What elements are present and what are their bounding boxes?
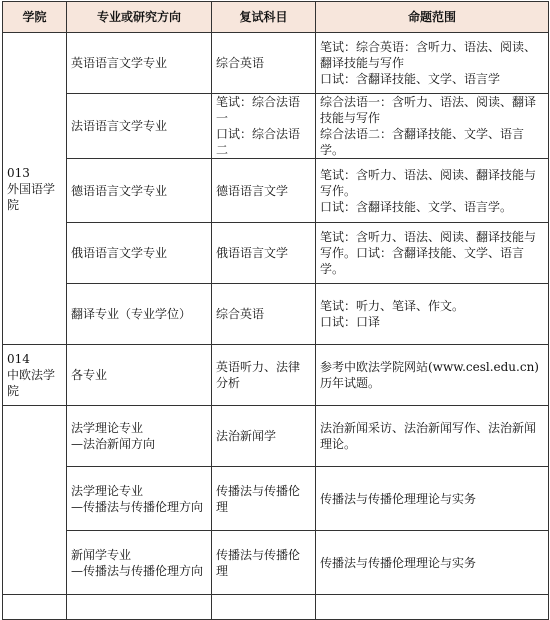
header-row: [3, 2, 549, 33]
subject-cell: 俄语语言文学: [212, 223, 316, 284]
table-row: [3, 284, 549, 345]
subject-cell: 笔试：综合法语一 口试：综合法语二: [212, 94, 316, 159]
header-major: 专业或研究方向: [67, 2, 212, 33]
blank-cell: [316, 595, 549, 620]
subject-cell: 传播法与传播伦理: [212, 531, 316, 595]
table-row: [3, 531, 549, 595]
table-row-partial: [3, 595, 549, 620]
major-cell: 法学理论专业 —传播法与传播伦理方向: [67, 467, 212, 531]
scope-cell: 笔试：综合英语：含听力、语法、阅读、翻译技能与写作 口试：含翻译技能、文学、语言学: [316, 33, 549, 94]
blank-cell: [67, 595, 212, 620]
scope-cell: 传播法与传播伦理理论与实务: [316, 467, 549, 531]
major-cell: 德语语言文学专业: [67, 159, 212, 223]
exam-scope-table: [2, 1, 549, 620]
header-subject: 复试科目: [212, 2, 316, 33]
major-cell: 翻译专业（专业学位）: [67, 284, 212, 345]
school-cell: 014 中欧法学 院: [3, 345, 67, 406]
scope-cell: 笔试：听力、笔译、作文。 口试：口译: [316, 284, 549, 345]
scope-cell: 传播法与传播伦理理论与实务: [316, 531, 549, 595]
header-scope: 命题范围: [316, 2, 549, 33]
major-cell: 新闻学专业 —传播法与传播伦理方向: [67, 531, 212, 595]
scope-cell: 法治新闻采访、法治新闻写作、法治新闻理论。: [316, 406, 549, 467]
scope-cell: 参考中欧法学院网站(www.cesl.edu.cn)历年试题。: [316, 345, 549, 406]
table-row: [3, 345, 549, 406]
subject-cell: 综合英语: [212, 284, 316, 345]
table-row: [3, 223, 549, 284]
blank-cell: [212, 595, 316, 620]
scope-cell: 笔试：含听力、语法、阅读、翻译技能与写作。 口试：含翻译技能、文学、语言学。: [316, 159, 549, 223]
table-row: [3, 33, 549, 94]
school-cell-blank: [3, 406, 67, 595]
major-cell: 英语语言文学专业: [67, 33, 212, 94]
table-row: [3, 406, 549, 467]
subject-cell: 综合英语: [212, 33, 316, 94]
subject-cell: 德语语言文学: [212, 159, 316, 223]
major-cell: 法语语言文学专业: [67, 94, 212, 159]
table-row: [3, 159, 549, 223]
table-row: [3, 94, 549, 159]
table-row: [3, 467, 549, 531]
blank-cell: [3, 595, 67, 620]
school-cell: 013 外国语学 院: [3, 33, 67, 345]
subject-cell: 法治新闻学: [212, 406, 316, 467]
scope-cell: 综合法语一：含听力、语法、阅读、翻译技能与写作 综合法语二：含翻译技能、文学、语言学。: [316, 94, 549, 159]
subject-cell: 英语听力、法律分析: [212, 345, 316, 406]
header-school: 学院: [3, 2, 67, 33]
major-cell: 法学理论专业 —法治新闻方向: [67, 406, 212, 467]
subject-cell: 传播法与传播伦理: [212, 467, 316, 531]
major-cell: 各专业: [67, 345, 212, 406]
major-cell: 俄语语言文学专业: [67, 223, 212, 284]
scope-cell: 笔试：含听力、语法、阅读、翻译技能与写作。口试：含翻译技能、文学、语言学。: [316, 223, 549, 284]
